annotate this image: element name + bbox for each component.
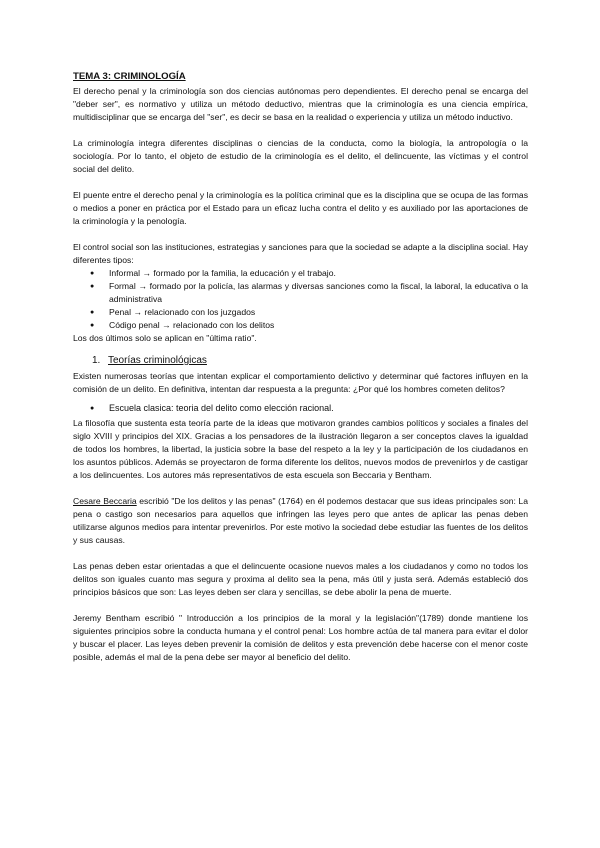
paragraph-beccaria xyxy=(73,495,528,547)
document-page xyxy=(73,70,528,664)
beccaria-text: escribió "De los delitos y las penas" (1764) en él podemos destacar que sus ideas principales son: La pena o castigo son necesarios para aquellos que infringen las leyes pero que antes de aplicar las penas deben utilizarse algunos medios para intentar prevenirlos. Por este motivo la sociedad debe estudiar las fuentes de los delitos y sus causas. xyxy=(73,496,528,545)
paragraph-disciplines: La criminología integra diferentes disciplinas o ciencias de la conducta, como la biología, la antropología o la sociología. Por lo tanto, el objeto de estudio de la criminología es el delito, el delincuente, las víctimas y el control social del delito. xyxy=(73,138,528,174)
list-item: ● Código penal → relacionado con los delitos xyxy=(109,319,528,332)
subsection-escuela-clasica: ● Escuela clasica: teoria del delito como elección racional. xyxy=(109,402,528,415)
intro-paragraph: El derecho penal y la criminología son dos ciencias autónomas pero dependientes. El derecho penal se encarga del "deber ser", es normativo y utiliza un método deductivo, mientras que la criminología es una ciencia empírica, multidisciplinar que se encarga del "ser", es decir se basa en la realidad o experiencia y utiliza un método inductivo. xyxy=(73,86,528,122)
control-types-list xyxy=(73,267,528,332)
paragraph-penalties: Las penas deben estar orientadas a que el delincuente ocasione nuevos males a los ciudadanos y como no todos los delitos son iguales cuanto mas segura y proxima al delito sea la pena, más útil y justa será. Además estableció dos principios básicos que son: Las leyes deben ser clara y sencillas, se debe abolir la pena de muerte. xyxy=(73,561,528,597)
paragraph-philosophy: La filosofía que sustenta esta teoría parte de la ideas que motivaron grandes cambios políticos y sociales a finales del siglo XVIII y principios del XIX. Gracias a los pensadores de la ilustración llegaron a ser conceptos claves la igualdad de todos los hombres, la libertad, la justicia sobre la base del respeto a la ley y la participación de los ciudadanos en los asuntos públicos. Además se proyectaron de forma diferente los delitos, nuevos modos de prevenirlos y de castigar a los delincuentes. Los autores más representativos de esta escuela son Beccaria y Bentham. xyxy=(73,418,528,480)
section-number: 1. xyxy=(92,355,101,366)
page-title: TEMA 3: CRIMINOLOGÍA xyxy=(73,71,186,82)
section-title: Teorías criminológicas xyxy=(108,355,207,366)
list-item: ● Penal → relacionado con los juzgados xyxy=(109,306,528,319)
paragraph-social-control: El control social son las instituciones, estrategias y sanciones para que la sociedad se adapte a la disciplina social. Hay diferentes tipos: xyxy=(73,242,528,265)
beccaria-name: Cesare Beccaria xyxy=(73,496,137,506)
list-item: ● Informal → formado por la familia, la educación y el trabajo. xyxy=(109,267,528,280)
section-heading xyxy=(92,354,528,367)
list-item: ● Formal → formado por la policía, las alarmas y diversas sanciones como la fiscal, la laboral, la educativa o la administrativa xyxy=(109,280,528,306)
paragraph-bentham: Jeremy Bentham escribió " Introducción a los principios de la moral y la legislación"(1789) donde mantiene los siguientes principios sobre la conducta humana y el control penal: Los hombre actúa de tal manera para evitar el dolor y buscar el placer. Las leyes deben prevenir la comisión de delitos y esta prevención debe hacerse con el menor coste posible, además el mal de la pena debe ser mayor al beneficio del delito. xyxy=(73,613,528,662)
paragraph-theories: Existen numerosas teorías que intentan explicar el comportamiento delictivo y determinar qué factores influyen en la comisión de un delito. En definitiva, intentan dar respuesta a la pregunta: ¿Por qué los hombres cometen delitos? xyxy=(73,371,528,394)
paragraph-ultima-ratio: Los dos últimos solo se aplican en "última ratio". xyxy=(73,333,257,343)
paragraph-criminal-policy: El puente entre el derecho penal y la criminología es la política criminal que es la disciplina que se ocupa de las formas o medios a poner en práctica por el Estado para un eficaz lucha contra el delito y es auxiliado por las aportaciones de la criminología y la penología. xyxy=(73,190,528,226)
